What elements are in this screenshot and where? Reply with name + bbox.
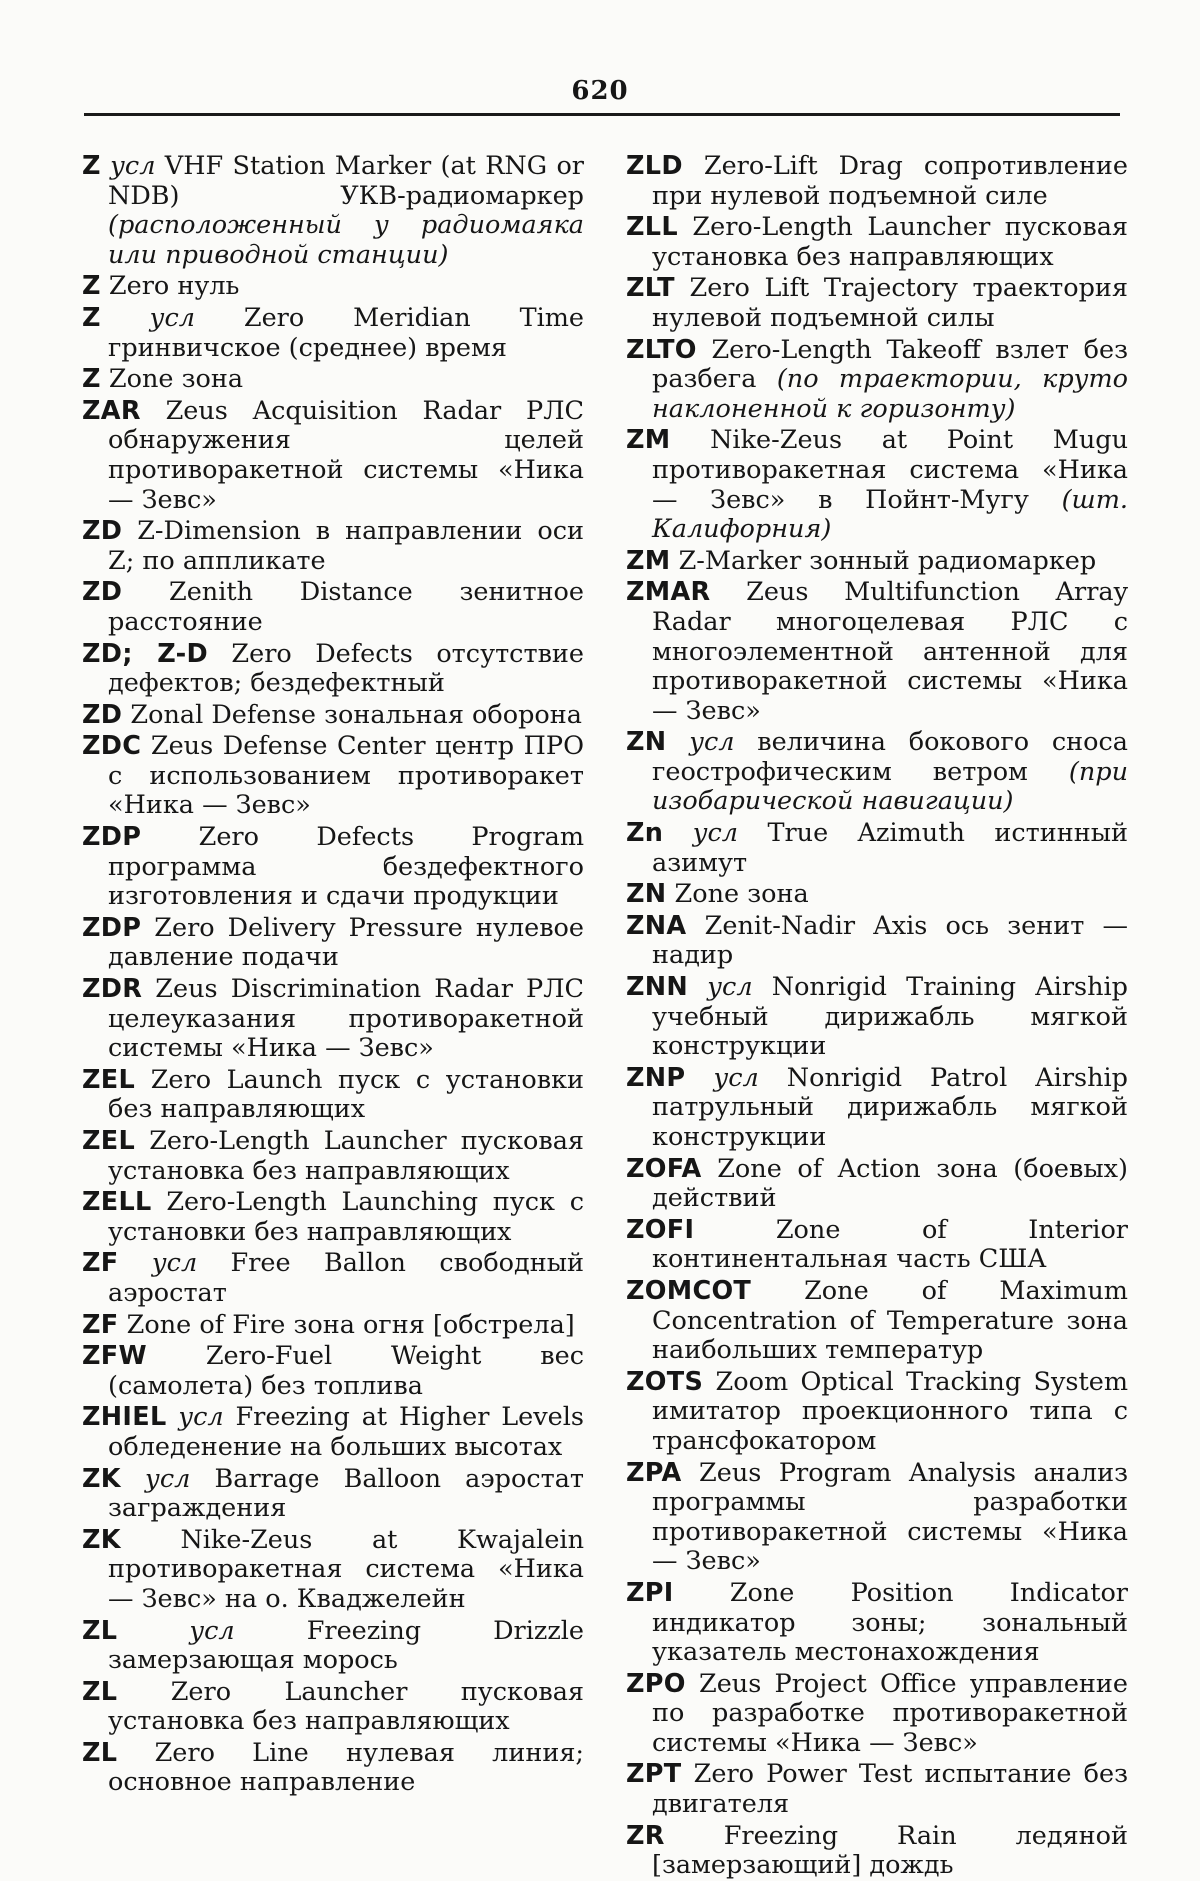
entry-abbreviation: ZPO	[626, 1668, 686, 1699]
entry-usage-mark: усл	[178, 1402, 224, 1433]
entry-definition: величина бокового сноса геострофическим ветром	[652, 727, 1129, 787]
dictionary-entry	[626, 1216, 1128, 1275]
entry-definition: Zero Defects отсутствие дефектов; бездефектный	[108, 638, 585, 699]
entry-definition: Zone зона	[674, 879, 809, 910]
entry-usage-mark: усл	[692, 818, 739, 849]
dictionary-entry	[626, 336, 1128, 425]
entry-definition: Zone of Action зона (боевых) действий	[652, 1153, 1128, 1214]
entry-definition: Z-Marker зонный радиомаркер	[678, 545, 1097, 576]
entry-note: (по траектории, круто наклоненной к горизонту)	[652, 364, 1128, 424]
entry-usage-mark: усл	[149, 302, 195, 333]
right-column	[626, 152, 1128, 1883]
entry-definition: Zero нуль	[108, 271, 240, 302]
entry-abbreviation: ZOTS	[626, 1366, 704, 1397]
entry-abbreviation: ZPA	[626, 1457, 682, 1488]
dictionary-entry	[626, 547, 1128, 577]
dictionary-entry	[82, 272, 584, 302]
dictionary-entry	[82, 640, 584, 699]
dictionary-entry	[626, 1579, 1128, 1668]
entry-definition: Zero Launch пуск с установки без направляющих	[108, 1064, 584, 1125]
dictionary-entry	[82, 578, 584, 637]
entry-abbreviation: Z	[82, 364, 101, 395]
entry-abbreviation: ZL	[82, 1676, 118, 1707]
entry-abbreviation: ZD	[82, 577, 123, 608]
entry-definition: Zero Launcher пусковая установка без направляющих	[108, 1676, 584, 1737]
entry-definition: Zonal Defense зональная оборона	[130, 699, 582, 730]
entry-definition: Zero-Length Launcher пусковая установка без направляющих	[108, 1126, 585, 1186]
entry-abbreviation: ZPT	[626, 1759, 682, 1790]
entry-abbreviation: ZNN	[626, 972, 689, 1003]
dictionary-entry	[626, 1670, 1128, 1759]
dictionary-entry	[82, 823, 584, 912]
entry-abbreviation: ZPI	[626, 1577, 674, 1608]
entry-definition: Nike-Zeus at Point Mugu противоракетная система «Ника — Зевс» в Пойнт-Мугу	[652, 425, 1128, 515]
entry-definition: Zero Defects Program программа бездефектного изготовления и сдачи продукции	[108, 822, 584, 912]
entry-definition: Nonrigid Patrol Airship патрульный дирижабль мягкой конструкции	[652, 1062, 1128, 1152]
dictionary-entry	[82, 1739, 584, 1798]
entry-definition: Nonrigid Training Airship учебный дирижабль мягкой конструкции	[652, 972, 1128, 1062]
entry-definition: Zenit-Nadir Axis ось зенит — надир	[652, 910, 1128, 971]
dictionary-entry	[626, 973, 1128, 1062]
entry-abbreviation: ZN	[626, 879, 667, 910]
entry-definition: Z-Dimension в направлении оси Z; по аппликате	[108, 516, 584, 576]
entry-abbreviation: ZF	[82, 1309, 119, 1340]
dictionary-entry	[626, 1155, 1128, 1214]
entry-abbreviation: Z	[82, 151, 101, 181]
entry-abbreviation: ZLT	[626, 273, 675, 304]
entry-abbreviation: ZD	[82, 516, 123, 547]
entry-note: (шт. Калифорния)	[652, 484, 1128, 545]
entry-abbreviation: ZDP	[82, 822, 142, 853]
entry-usage-mark: усл	[145, 1463, 191, 1494]
entry-abbreviation: ZL	[82, 1737, 118, 1768]
entry-abbreviation: ZD	[82, 699, 123, 730]
dictionary-entry	[82, 1342, 584, 1401]
dictionary-entry	[82, 1403, 584, 1462]
entry-definition: Zero-Length Launcher пусковая установка без направляющих	[652, 212, 1129, 272]
entry-definition: Zero Meridian Time гринвичское (среднее) время	[108, 302, 585, 363]
entry-abbreviation: Z	[82, 271, 101, 302]
dictionary-entry	[82, 1678, 584, 1737]
dictionary-entry	[626, 1277, 1128, 1366]
dictionary-entry	[82, 732, 584, 821]
dictionary-entry	[82, 1617, 584, 1676]
entry-abbreviation: ZF	[82, 1248, 119, 1279]
entry-definition: Zone of Maximum Concentration of Temperature зона наибольших температур	[652, 1275, 1128, 1366]
entry-usage-mark: усл	[189, 1615, 235, 1646]
entry-definition: Zero Power Test испытание без двигателя	[652, 1759, 1129, 1820]
entry-definition: Zero Delivery Pressure нулевое давление подачи	[108, 912, 584, 973]
entry-abbreviation: ZEL	[82, 1064, 136, 1095]
dictionary-entry	[82, 1526, 584, 1615]
entry-definition: Freezing Drizzle замерзающая морось	[108, 1615, 585, 1676]
header-rule	[84, 113, 1120, 116]
entry-definition: Barrage Balloon аэростат заграждения	[108, 1463, 585, 1524]
entry-definition: Zone of Fire зона огня [обстрела]	[126, 1309, 575, 1340]
dictionary-entry	[626, 426, 1128, 544]
dictionary-entry	[626, 819, 1128, 878]
entry-definition: Zeus Program Analysis анализ программы разработки противоракетной системы «Ника — Зевс»	[652, 1457, 1128, 1577]
entry-definition: Zero-Fuel Weight вес (самолета) без топлива	[108, 1341, 585, 1401]
entry-abbreviation: ZOFA	[626, 1153, 702, 1184]
entry-definition: Zone зона	[108, 364, 244, 395]
dictionary-entry	[82, 1311, 584, 1341]
entry-definition: Zero Lift Trajectory траектория нулевой подъемной силы	[652, 273, 1128, 333]
dictionary-entry	[82, 701, 584, 731]
dictionary-entry	[82, 914, 584, 973]
entry-abbreviation: Z	[82, 302, 101, 333]
left-column	[82, 152, 584, 1800]
entry-abbreviation: ZLD	[626, 151, 683, 181]
entry-definition: Nike-Zeus at Kwajalein противоракетная система «Ника — Зевс» на о. Кваджелейн	[108, 1524, 584, 1614]
entry-abbreviation: ZLTO	[626, 334, 697, 365]
entry-definition: Zeus Defense Center центр ПРО с использованием противоракет «Ника — Зевс»	[108, 731, 584, 821]
entry-abbreviation: ZDR	[82, 974, 143, 1005]
entry-abbreviation: ZK	[82, 1524, 121, 1555]
dictionary-entry	[626, 152, 1128, 211]
entry-abbreviation: ZOFI	[626, 1214, 695, 1245]
entry-usage-mark: усл	[713, 1062, 759, 1093]
entry-definition: VHF Station Marker (at RNG or NDB) УКВ-радиомаркер	[108, 151, 584, 211]
entry-definition: Freezing Rain ледяной [замерзающий] дождь	[652, 1820, 1129, 1881]
entry-definition: Zeus Project Office управление по разработке противоракетной системы «Ника — Зевс»	[652, 1668, 1129, 1758]
entry-usage-mark: усл	[707, 972, 753, 1003]
entry-usage-mark: усл	[110, 151, 156, 181]
dictionary-entry	[82, 304, 584, 363]
entry-definition: Zeus Acquisition Radar РЛС обнаружения целей противоракетной системы «Ника — Зевс»	[108, 395, 584, 515]
entry-abbreviation: ZDC	[82, 731, 142, 762]
entry-definition: Zenith Distance зенитное расстояние	[108, 577, 584, 637]
dictionary-entry	[82, 1465, 584, 1524]
dictionary-entry	[82, 1249, 584, 1308]
entry-abbreviation: ZHIEL	[82, 1402, 167, 1433]
entry-definition: Zero Line нулевая линия; основное направление	[108, 1737, 585, 1798]
entry-definition: Zeus Discrimination Radar РЛС целеуказания противоракетной системы «Ника — Зевс»	[108, 974, 584, 1064]
entry-abbreviation: ZDP	[82, 912, 142, 943]
dictionary-entry	[626, 1064, 1128, 1153]
entry-abbreviation: ZMAR	[626, 577, 711, 608]
dictionary-entry	[82, 152, 584, 270]
entry-abbreviation: ZK	[82, 1463, 121, 1494]
dictionary-entry	[626, 578, 1128, 726]
entry-abbreviation: ZL	[82, 1615, 118, 1646]
entry-definition: Zoom Optical Tracking System имитатор проекционного типа с трансфокатором	[652, 1366, 1128, 1456]
entry-definition: Zero-Length Launching пуск с установки без направляющих	[108, 1187, 584, 1247]
dictionary-entry	[82, 975, 584, 1064]
entry-abbreviation: ZN	[626, 727, 667, 758]
dictionary-entry	[82, 397, 584, 515]
entry-abbreviation: ZNP	[626, 1062, 686, 1093]
entry-abbreviation: ZM	[626, 545, 671, 576]
page-number: 620	[571, 76, 629, 106]
entry-abbreviation: ZAR	[82, 395, 141, 426]
entry-abbreviation: ZELL	[82, 1187, 152, 1218]
entry-abbreviation: ZOMCOT	[626, 1275, 752, 1306]
entry-definition: Zeus Multifunction Array Radar многоцелевая РЛС с многоэлементной антенной для противоракетной системы «Ника — Зевс»	[652, 577, 1128, 726]
entry-definition: Zero-Lift Drag сопротивление при нулевой подъемной силе	[652, 151, 1128, 211]
dictionary-entry	[626, 213, 1128, 272]
entry-definition: Zero-Length Takeoff взлет без разбега	[652, 334, 1129, 395]
entry-definition: Freezing at Higher Levels обледенение на больших высотах	[108, 1402, 584, 1462]
dictionary-entry	[626, 1368, 1128, 1457]
entry-abbreviation: ZM	[626, 425, 671, 456]
entry-abbreviation: ZR	[626, 1820, 665, 1851]
dictionary-entry	[82, 1188, 584, 1247]
entry-note: (расположенный у радиомаяка или приводной станции)	[108, 210, 584, 270]
dictionary-entry	[626, 728, 1128, 817]
dictionary-entry	[626, 912, 1128, 971]
entry-usage-mark: усл	[689, 727, 735, 758]
dictionary-entry	[626, 1822, 1128, 1881]
entry-abbreviation: Zn	[626, 818, 664, 849]
entry-abbreviation: ZLL	[626, 212, 678, 243]
dictionary-entry	[82, 365, 584, 395]
dictionary-entry	[82, 1066, 584, 1125]
entry-note: (при изобарической навигации)	[652, 756, 1129, 817]
entry-usage-mark: усл	[151, 1248, 198, 1279]
dictionary-entry	[82, 1127, 584, 1186]
entry-abbreviation: ZNA	[626, 910, 687, 941]
dictionary-entry	[626, 880, 1128, 910]
entry-definition: Zone of Interior континентальная часть США	[652, 1214, 1129, 1275]
entry-abbreviation: ZEL	[82, 1126, 136, 1156]
entry-definition: True Azimuth истинный азимут	[652, 818, 1129, 878]
entry-definition: Free Ballon свободный аэростат	[108, 1248, 585, 1308]
entry-definition: Zone Position Indicator индикатор зоны; зональный указатель местонахождения	[652, 1577, 1128, 1668]
entry-abbreviation: ZD; Z-D	[82, 638, 208, 669]
dictionary-entry	[626, 1459, 1128, 1577]
dictionary-entry	[82, 517, 584, 576]
entry-abbreviation: ZFW	[82, 1341, 147, 1372]
dictionary-entry	[626, 274, 1128, 333]
dictionary-entry	[626, 1760, 1128, 1819]
